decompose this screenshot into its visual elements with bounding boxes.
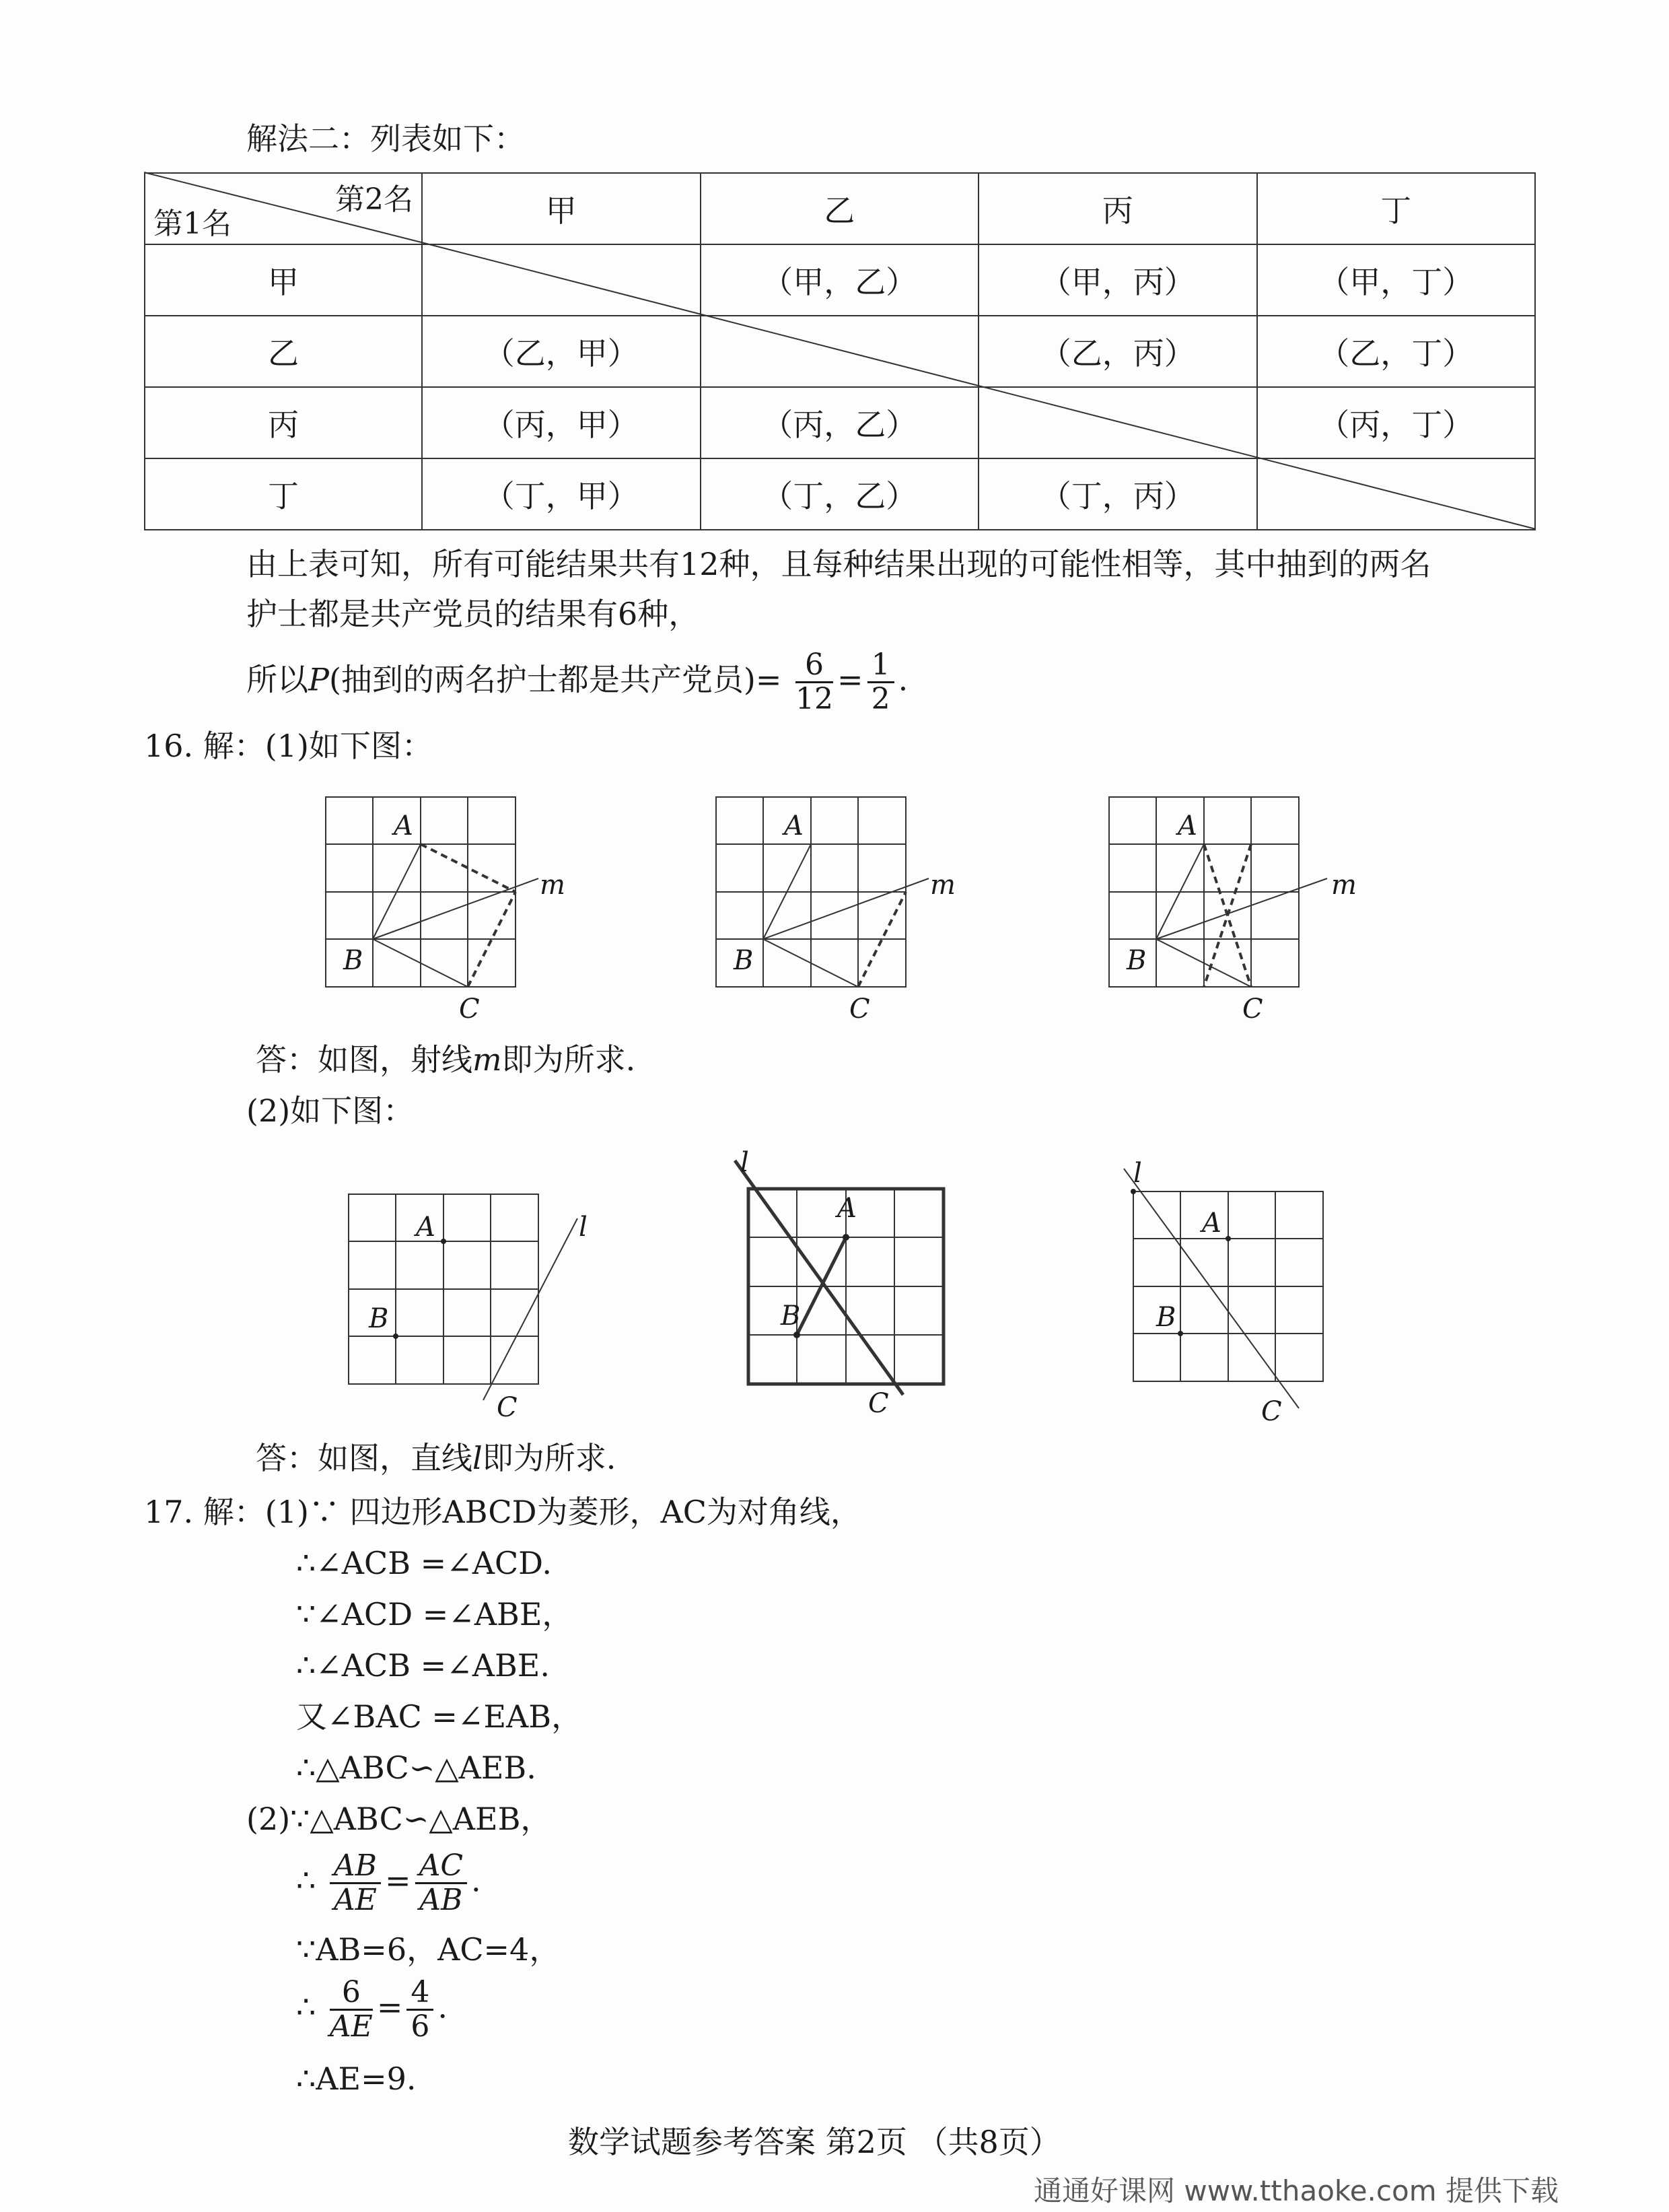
label-m: m [930,870,956,901]
table-cell: （丁，丙） [979,458,1257,530]
col-header: 乙 [701,173,979,244]
q16-answer1: 答：如图，射线m即为所求. [256,1041,636,1078]
label-B: B [734,945,754,976]
q16-part2-heading: (2)如下图： [246,1093,415,1129]
col-header: 丙 [979,173,1257,244]
conclusion-line1: 由上表可知，所有可能结果共有12种，且每种结果出现的可能性相等，其中抽到的两名 [246,546,1431,582]
table-cell: （丁，甲） [422,458,701,530]
label-m: m [540,870,565,901]
label-C: C [849,994,870,1025]
row-header: 乙 [145,316,422,387]
prob-event: (抽到的两名护士都是共产党员)= [328,661,782,698]
method2-heading: 解法二：列表如下： [246,120,525,157]
table-cell: （甲，丁） [1257,244,1536,316]
col-header: 丁 [1257,173,1536,244]
equals: = [837,661,863,698]
table-cell: （丙，甲） [422,387,701,458]
table-cell: （丙，乙） [701,387,979,458]
q17-line5: ∴△ABC∽△AEB. [296,1750,536,1786]
table-cell: （丙，丁） [1257,387,1536,458]
q17-line3: ∴∠ACB =∠ABE. [296,1647,550,1684]
watermark: 通通好课网 www.tthaoke.com 提供下载 [1034,2174,1559,2207]
label-A: A [1202,1208,1221,1239]
q17-ratio-line: ∴ $\frac{AB}{AE}$ = $\frac{AC}{AB}$ . [296,1848,481,1917]
table-cell: （乙，甲） [422,316,701,387]
grid-figure-5 [735,1147,944,1419]
row-header: 丙 [145,387,422,458]
conclusion-line2: 护士都是共产党员的结果有6种， [246,596,700,632]
label-B: B [369,1303,389,1334]
table-cell: （甲，丙） [979,244,1257,316]
q17-result: ∴AE=9. [296,2061,417,2097]
label-B: B [1127,945,1147,976]
q17-heading: 17. 解：(1)∵ 四边形ABCD为菱形，AC为对角线， [144,1494,861,1530]
q16-answer2: 答：如图，直线l即为所求. [256,1440,616,1476]
period: . [898,661,909,698]
page-footer: 数学试题参考答案 第2页 （共8页） [568,2124,1061,2160]
label-C: C [459,994,480,1025]
prob-prefix: 所以 [246,661,308,698]
q17-line4: 又∠BAC =∠EAB， [296,1698,583,1735]
label-l: l [1133,1158,1142,1189]
fraction-6-AE: $\frac{6}{AE}$ [329,1975,373,2044]
label-m: m [1331,870,1357,901]
corner-top-label: 第2名 [335,182,413,217]
table-cell: （丁，乙） [701,458,979,530]
label-C: C [497,1392,518,1423]
fraction-4-6: $\frac{4}{6}$ [406,1976,433,2043]
q17-substitute-line: ∴ $\frac{6}{AE}$ = $\frac{4}{6}$ . [296,1975,448,2044]
table-cell: （甲，乙） [701,244,979,316]
label-A: A [1178,810,1197,841]
q17-line1: ∴∠ACB =∠ACD. [296,1545,553,1581]
corner-bottom-label: 第1名 [153,207,232,241]
grid-figure-4 [349,1194,588,1423]
row-header: 甲 [145,244,422,316]
label-A: A [394,810,413,841]
label-B: B [781,1301,801,1332]
label-B: B [343,945,363,976]
grid-figure-6 [1124,1158,1323,1427]
q16-heading: 16. 解：(1)如下图： [144,728,433,764]
label-B: B [1156,1302,1176,1333]
label-l: l [579,1212,588,1243]
label-l: l [740,1147,749,1178]
row-header: 丁 [145,458,422,530]
fraction-AC-AB: $\frac{AC}{AB}$ [415,1850,467,1916]
q17-given-line: ∵AB=6，AC=4， [296,1931,561,1968]
fraction-AB-AE: $\frac{AB}{AE}$ [330,1850,381,1916]
table-cell: （乙，丙） [979,316,1257,387]
label-C: C [868,1388,889,1419]
label-C: C [1261,1396,1282,1427]
label-C: C [1242,994,1263,1025]
table-cell: （乙，丁） [1257,316,1536,387]
col-header: 甲 [422,173,701,244]
label-A: A [837,1193,857,1224]
label-A: A [416,1212,435,1243]
q17-part2: (2)∵△ABC∽△AEB， [246,1801,552,1837]
fraction-1-2: $\frac{1}{2}$ [867,649,894,716]
label-A: A [784,810,804,841]
q17-line2: ∵∠ACD =∠ABE， [296,1596,573,1632]
fraction-6-12: $\frac{6}{12}$ [795,648,834,716]
prob-symbol: P [308,661,329,698]
